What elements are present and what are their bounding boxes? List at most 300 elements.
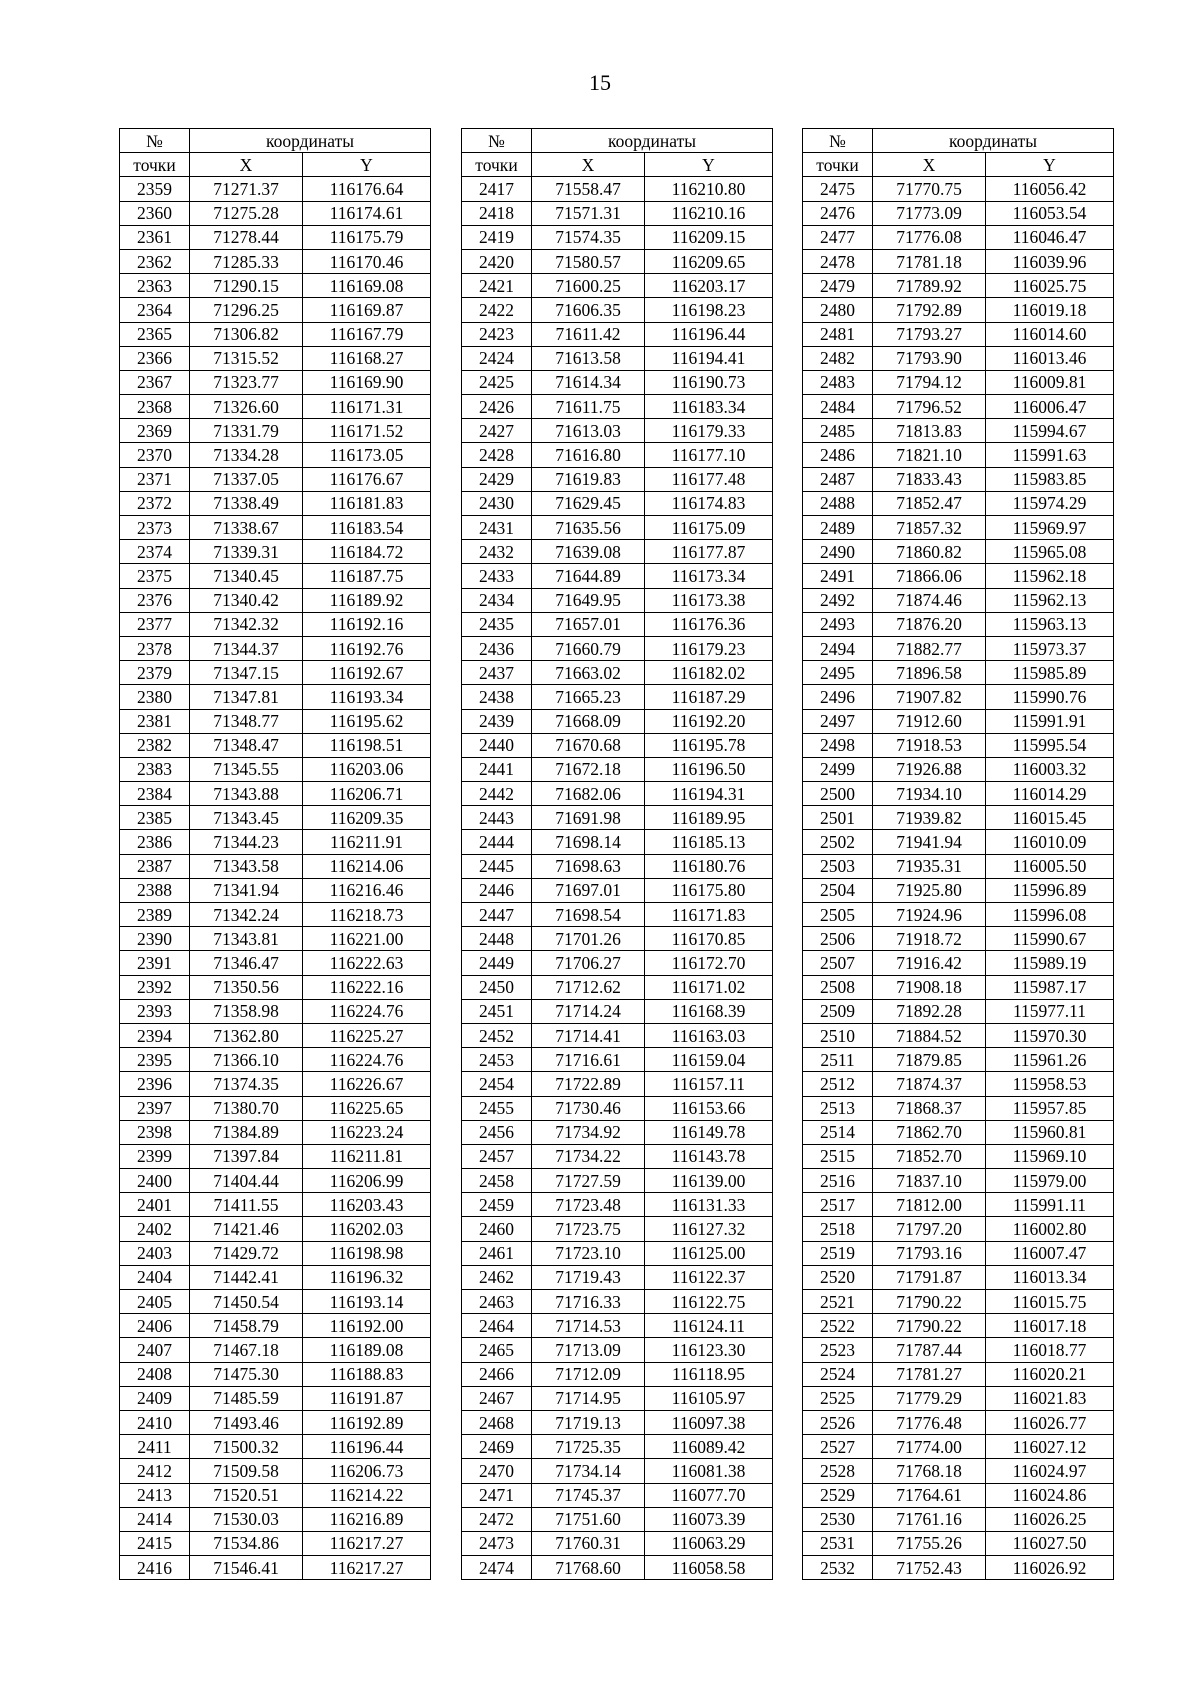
point-number-cell: 2381 xyxy=(120,709,190,733)
table-row xyxy=(462,322,773,346)
point-number-cell: 2484 xyxy=(803,395,873,419)
table-row xyxy=(803,1507,1114,1531)
y-coordinate-cell: 116214.06 xyxy=(303,854,431,878)
x-coordinate-cell: 71796.52 xyxy=(873,395,986,419)
table-row xyxy=(462,685,773,709)
table-row xyxy=(803,298,1114,322)
x-coordinate-cell: 71341.94 xyxy=(190,878,303,902)
point-number-cell: 2531 xyxy=(803,1531,873,1555)
table-header-row xyxy=(462,129,773,153)
x-coordinate-cell: 71342.32 xyxy=(190,612,303,636)
table-row xyxy=(462,1144,773,1168)
y-coordinate-cell: 116216.46 xyxy=(303,878,431,902)
point-number-cell: 2412 xyxy=(120,1459,190,1483)
table-row xyxy=(120,1217,431,1241)
x-coordinate-cell: 71343.81 xyxy=(190,927,303,951)
y-coordinate-cell: 116097.38 xyxy=(645,1410,773,1434)
point-number-cell: 2445 xyxy=(462,854,532,878)
y-coordinate-cell: 116216.89 xyxy=(303,1507,431,1531)
point-number-cell: 2491 xyxy=(803,564,873,588)
y-coordinate-cell: 116191.87 xyxy=(303,1386,431,1410)
table-row xyxy=(803,1096,1114,1120)
table-row xyxy=(462,951,773,975)
table-row xyxy=(120,782,431,806)
x-coordinate-cell: 71908.18 xyxy=(873,975,986,999)
y-coordinate-cell: 116007.47 xyxy=(986,1241,1114,1265)
point-number-cell: 2514 xyxy=(803,1120,873,1144)
table-row xyxy=(120,1241,431,1265)
point-number-cell: 2405 xyxy=(120,1290,190,1314)
point-number-cell: 2444 xyxy=(462,830,532,854)
y-coordinate-cell: 116173.34 xyxy=(645,564,773,588)
point-number-cell: 2457 xyxy=(462,1144,532,1168)
point-number-cell: 2383 xyxy=(120,757,190,781)
table-row xyxy=(803,1435,1114,1459)
y-coordinate-cell: 115973.37 xyxy=(986,636,1114,660)
point-number-cell: 2361 xyxy=(120,225,190,249)
table-row xyxy=(120,685,431,709)
x-coordinate-cell: 71362.80 xyxy=(190,1023,303,1047)
point-number-cell: 2369 xyxy=(120,419,190,443)
x-coordinate-cell: 71343.58 xyxy=(190,854,303,878)
y-coordinate-cell: 115987.17 xyxy=(986,975,1114,999)
x-coordinate-cell: 71306.82 xyxy=(190,322,303,346)
x-coordinate-cell: 71821.10 xyxy=(873,443,986,467)
y-coordinate-cell: 115974.29 xyxy=(986,491,1114,515)
point-number-cell: 2420 xyxy=(462,249,532,273)
x-coordinate-cell: 71326.60 xyxy=(190,395,303,419)
y-coordinate-cell: 116214.22 xyxy=(303,1483,431,1507)
point-number-cell: 2485 xyxy=(803,419,873,443)
x-coordinate-cell: 71876.20 xyxy=(873,612,986,636)
y-coordinate-cell: 116124.11 xyxy=(645,1314,773,1338)
table-row xyxy=(462,516,773,540)
y-coordinate-cell: 116209.15 xyxy=(645,225,773,249)
table-row xyxy=(462,854,773,878)
table-row xyxy=(120,636,431,660)
point-number-cell: 2486 xyxy=(803,443,873,467)
table-row xyxy=(462,1314,773,1338)
x-coordinate-cell: 71649.95 xyxy=(532,588,645,612)
table-row xyxy=(462,1120,773,1144)
x-coordinate-cell: 71450.54 xyxy=(190,1290,303,1314)
point-number-cell: 2504 xyxy=(803,878,873,902)
point-number-cell: 2426 xyxy=(462,395,532,419)
table-row xyxy=(120,443,431,467)
y-coordinate-cell: 116225.65 xyxy=(303,1096,431,1120)
table-row xyxy=(120,201,431,225)
table-row xyxy=(120,999,431,1023)
y-coordinate-cell: 116024.97 xyxy=(986,1459,1114,1483)
x-coordinate-cell: 71781.27 xyxy=(873,1362,986,1386)
table-row xyxy=(462,1459,773,1483)
point-label-header: точки xyxy=(120,153,190,177)
x-coordinate-cell: 71534.86 xyxy=(190,1531,303,1555)
x-coordinate-cell: 71793.90 xyxy=(873,346,986,370)
x-coordinate-cell: 71663.02 xyxy=(532,661,645,685)
x-coordinate-cell: 71613.58 xyxy=(532,346,645,370)
table-row xyxy=(120,1410,431,1434)
table-row xyxy=(462,782,773,806)
point-number-cell: 2418 xyxy=(462,201,532,225)
point-number-cell: 2494 xyxy=(803,636,873,660)
table-row xyxy=(120,1362,431,1386)
x-coordinate-cell: 71774.00 xyxy=(873,1435,986,1459)
point-number-cell: 2419 xyxy=(462,225,532,249)
table-row xyxy=(462,709,773,733)
table-row xyxy=(462,1023,773,1047)
y-coordinate-cell: 116177.48 xyxy=(645,467,773,491)
y-coordinate-cell: 116026.25 xyxy=(986,1507,1114,1531)
y-coordinate-cell: 116010.09 xyxy=(986,830,1114,854)
y-coordinate-cell: 115965.08 xyxy=(986,540,1114,564)
x-coordinate-cell: 71713.09 xyxy=(532,1338,645,1362)
y-coordinate-cell: 116177.87 xyxy=(645,540,773,564)
x-coordinate-cell: 71331.79 xyxy=(190,419,303,443)
x-coordinate-cell: 71860.82 xyxy=(873,540,986,564)
table-row xyxy=(803,177,1114,201)
y-coordinate-cell: 116081.38 xyxy=(645,1459,773,1483)
table-row xyxy=(803,1338,1114,1362)
y-coordinate-cell: 116222.16 xyxy=(303,975,431,999)
x-coordinate-cell: 71790.22 xyxy=(873,1314,986,1338)
table-row xyxy=(462,467,773,491)
x-coordinate-cell: 71347.81 xyxy=(190,685,303,709)
table-row xyxy=(803,1314,1114,1338)
table-row xyxy=(120,1556,431,1580)
x-coordinate-cell: 71925.80 xyxy=(873,878,986,902)
x-coordinate-cell: 71691.98 xyxy=(532,806,645,830)
point-number-cell: 2365 xyxy=(120,322,190,346)
x-coordinate-cell: 71776.48 xyxy=(873,1410,986,1434)
table-row xyxy=(120,1023,431,1047)
y-coordinate-cell: 116192.89 xyxy=(303,1410,431,1434)
table-row xyxy=(803,370,1114,394)
coordinate-table xyxy=(461,128,773,1580)
point-number-cell: 2511 xyxy=(803,1048,873,1072)
table-row xyxy=(803,661,1114,685)
point-number-cell: 2362 xyxy=(120,249,190,273)
x-coordinate-cell: 71926.88 xyxy=(873,757,986,781)
point-number-cell: 2483 xyxy=(803,370,873,394)
y-coordinate-cell: 116196.50 xyxy=(645,757,773,781)
y-coordinate-cell: 116013.34 xyxy=(986,1265,1114,1289)
y-coordinate-cell: 116193.14 xyxy=(303,1290,431,1314)
point-number-cell: 2509 xyxy=(803,999,873,1023)
table-row xyxy=(803,709,1114,733)
table-subheader-row xyxy=(803,153,1114,177)
point-number-cell: 2528 xyxy=(803,1459,873,1483)
point-number-cell: 2506 xyxy=(803,927,873,951)
table-row xyxy=(120,854,431,878)
point-number-cell: 2469 xyxy=(462,1435,532,1459)
table-row xyxy=(462,612,773,636)
table-row xyxy=(120,346,431,370)
x-coordinate-cell: 71862.70 xyxy=(873,1120,986,1144)
table-row xyxy=(120,1169,431,1193)
table-row xyxy=(120,1338,431,1362)
table-row xyxy=(462,1362,773,1386)
y-coordinate-cell: 116226.67 xyxy=(303,1072,431,1096)
table-row xyxy=(462,733,773,757)
x-coordinate-cell: 71611.75 xyxy=(532,395,645,419)
point-number-cell: 2479 xyxy=(803,274,873,298)
table-row xyxy=(803,1290,1114,1314)
x-coordinate-cell: 71467.18 xyxy=(190,1338,303,1362)
table-row xyxy=(462,177,773,201)
y-coordinate-cell: 116167.79 xyxy=(303,322,431,346)
x-coordinate-cell: 71874.37 xyxy=(873,1072,986,1096)
point-number-cell: 2452 xyxy=(462,1023,532,1047)
point-number-cell: 2499 xyxy=(803,757,873,781)
x-coordinate-cell: 71458.79 xyxy=(190,1314,303,1338)
x-coordinate-cell: 71404.44 xyxy=(190,1169,303,1193)
point-number-cell: 2470 xyxy=(462,1459,532,1483)
y-coordinate-cell: 116181.83 xyxy=(303,491,431,515)
x-coordinate-cell: 71574.35 xyxy=(532,225,645,249)
point-number-cell: 2428 xyxy=(462,443,532,467)
y-coordinate-cell: 116198.51 xyxy=(303,733,431,757)
point-number-cell: 2408 xyxy=(120,1362,190,1386)
y-coordinate-cell: 116203.43 xyxy=(303,1193,431,1217)
point-number-cell: 2490 xyxy=(803,540,873,564)
y-coordinate-cell: 116073.39 xyxy=(645,1507,773,1531)
point-number-cell: 2370 xyxy=(120,443,190,467)
x-coordinate-cell: 71342.24 xyxy=(190,903,303,927)
point-number-cell: 2461 xyxy=(462,1241,532,1265)
x-coordinate-cell: 71616.80 xyxy=(532,443,645,467)
x-coordinate-cell: 71374.35 xyxy=(190,1072,303,1096)
x-coordinate-cell: 71924.96 xyxy=(873,903,986,927)
y-coordinate-cell: 116173.05 xyxy=(303,443,431,467)
table-row xyxy=(803,1120,1114,1144)
point-number-cell: 2439 xyxy=(462,709,532,733)
point-number-cell: 2448 xyxy=(462,927,532,951)
point-number-cell: 2498 xyxy=(803,733,873,757)
x-coordinate-cell: 71781.18 xyxy=(873,249,986,273)
point-number-cell: 2458 xyxy=(462,1169,532,1193)
x-column-header: X xyxy=(190,153,303,177)
table-row xyxy=(120,491,431,515)
y-coordinate-cell: 116203.17 xyxy=(645,274,773,298)
table-row xyxy=(462,1193,773,1217)
y-coordinate-cell: 115977.11 xyxy=(986,999,1114,1023)
table-row xyxy=(120,1435,431,1459)
y-coordinate-cell: 116171.31 xyxy=(303,395,431,419)
x-coordinate-cell: 71892.28 xyxy=(873,999,986,1023)
point-number-cell: 2529 xyxy=(803,1483,873,1507)
table-row xyxy=(462,564,773,588)
x-coordinate-cell: 71619.83 xyxy=(532,467,645,491)
table-row xyxy=(803,540,1114,564)
x-coordinate-cell: 71792.89 xyxy=(873,298,986,322)
y-coordinate-cell: 115970.30 xyxy=(986,1023,1114,1047)
y-coordinate-cell: 116171.83 xyxy=(645,903,773,927)
y-coordinate-cell: 116196.44 xyxy=(303,1435,431,1459)
point-number-cell: 2467 xyxy=(462,1386,532,1410)
x-coordinate-cell: 71723.10 xyxy=(532,1241,645,1265)
x-coordinate-cell: 71639.08 xyxy=(532,540,645,564)
point-number-cell: 2430 xyxy=(462,491,532,515)
coordinate-table xyxy=(119,128,431,1580)
y-coordinate-cell: 116188.83 xyxy=(303,1362,431,1386)
table-row xyxy=(462,249,773,273)
x-coordinate-cell: 71397.84 xyxy=(190,1144,303,1168)
y-coordinate-cell: 116222.63 xyxy=(303,951,431,975)
x-coordinate-cell: 71660.79 xyxy=(532,636,645,660)
point-number-cell: 2425 xyxy=(462,370,532,394)
y-coordinate-cell: 116206.99 xyxy=(303,1169,431,1193)
table-row xyxy=(462,274,773,298)
point-number-header: № xyxy=(803,129,873,153)
y-coordinate-cell: 116027.12 xyxy=(986,1435,1114,1459)
y-coordinate-cell: 116180.76 xyxy=(645,854,773,878)
x-coordinate-cell: 71761.16 xyxy=(873,1507,986,1531)
point-number-cell: 2432 xyxy=(462,540,532,564)
table-row xyxy=(803,951,1114,975)
x-coordinate-cell: 71343.88 xyxy=(190,782,303,806)
x-coordinate-cell: 71315.52 xyxy=(190,346,303,370)
y-coordinate-cell: 116183.34 xyxy=(645,395,773,419)
x-coordinate-cell: 71934.10 xyxy=(873,782,986,806)
coordinate-tables xyxy=(119,128,1113,1588)
point-number-cell: 2396 xyxy=(120,1072,190,1096)
y-coordinate-cell: 116017.18 xyxy=(986,1314,1114,1338)
x-coordinate-cell: 71789.92 xyxy=(873,274,986,298)
x-coordinate-cell: 71730.46 xyxy=(532,1096,645,1120)
x-coordinate-cell: 71493.46 xyxy=(190,1410,303,1434)
table-row xyxy=(803,395,1114,419)
point-number-cell: 2393 xyxy=(120,999,190,1023)
table-row xyxy=(462,298,773,322)
y-coordinate-cell: 116192.00 xyxy=(303,1314,431,1338)
x-coordinate-cell: 71346.47 xyxy=(190,951,303,975)
point-number-cell: 2359 xyxy=(120,177,190,201)
x-coordinate-cell: 71791.87 xyxy=(873,1265,986,1289)
point-number-cell: 2487 xyxy=(803,467,873,491)
table-row xyxy=(803,830,1114,854)
x-coordinate-cell: 71644.89 xyxy=(532,564,645,588)
point-number-cell: 2522 xyxy=(803,1314,873,1338)
table-row xyxy=(803,346,1114,370)
y-coordinate-cell: 115963.13 xyxy=(986,612,1114,636)
y-coordinate-cell: 116027.50 xyxy=(986,1531,1114,1555)
point-number-cell: 2480 xyxy=(803,298,873,322)
coordinates-header: координаты xyxy=(190,129,431,153)
point-label-header: точки xyxy=(803,153,873,177)
table-row xyxy=(462,878,773,902)
table-row xyxy=(120,1265,431,1289)
point-number-cell: 2526 xyxy=(803,1410,873,1434)
table-row xyxy=(120,975,431,999)
table-row xyxy=(803,249,1114,273)
point-number-cell: 2441 xyxy=(462,757,532,781)
y-coordinate-cell: 116195.62 xyxy=(303,709,431,733)
table-row xyxy=(462,999,773,1023)
table-row xyxy=(120,1507,431,1531)
table-row xyxy=(120,370,431,394)
y-coordinate-cell: 116014.60 xyxy=(986,322,1114,346)
y-coordinate-cell: 116209.65 xyxy=(645,249,773,273)
point-number-cell: 2462 xyxy=(462,1265,532,1289)
table-row xyxy=(120,806,431,830)
x-coordinate-cell: 71797.20 xyxy=(873,1217,986,1241)
x-coordinate-cell: 71712.62 xyxy=(532,975,645,999)
point-number-cell: 2400 xyxy=(120,1169,190,1193)
x-coordinate-cell: 71884.52 xyxy=(873,1023,986,1047)
x-coordinate-cell: 71939.82 xyxy=(873,806,986,830)
x-coordinate-cell: 71275.28 xyxy=(190,201,303,225)
table-row xyxy=(120,951,431,975)
point-number-cell: 2414 xyxy=(120,1507,190,1531)
x-coordinate-cell: 71794.12 xyxy=(873,370,986,394)
table-row xyxy=(803,612,1114,636)
table-row xyxy=(462,201,773,225)
point-number-cell: 2398 xyxy=(120,1120,190,1144)
x-coordinate-cell: 71411.55 xyxy=(190,1193,303,1217)
point-number-cell: 2375 xyxy=(120,564,190,588)
table-row xyxy=(120,1144,431,1168)
y-coordinate-cell: 116206.73 xyxy=(303,1459,431,1483)
y-coordinate-cell: 116192.67 xyxy=(303,661,431,685)
y-coordinate-cell: 116025.75 xyxy=(986,274,1114,298)
point-number-cell: 2395 xyxy=(120,1048,190,1072)
point-number-cell: 2464 xyxy=(462,1314,532,1338)
table-row xyxy=(803,1169,1114,1193)
table-row xyxy=(803,588,1114,612)
point-number-cell: 2416 xyxy=(120,1556,190,1580)
x-coordinate-cell: 71723.75 xyxy=(532,1217,645,1241)
point-number-cell: 2450 xyxy=(462,975,532,999)
point-number-cell: 2482 xyxy=(803,346,873,370)
y-coordinate-cell: 116169.08 xyxy=(303,274,431,298)
table-row xyxy=(120,1459,431,1483)
point-number-cell: 2459 xyxy=(462,1193,532,1217)
y-coordinate-cell: 115995.54 xyxy=(986,733,1114,757)
y-coordinate-cell: 116209.35 xyxy=(303,806,431,830)
y-coordinate-cell: 116139.00 xyxy=(645,1169,773,1193)
point-number-cell: 2463 xyxy=(462,1290,532,1314)
y-coordinate-cell: 115996.89 xyxy=(986,878,1114,902)
point-number-cell: 2454 xyxy=(462,1072,532,1096)
table-row xyxy=(462,395,773,419)
point-number-cell: 2465 xyxy=(462,1338,532,1362)
y-coordinate-cell: 116018.77 xyxy=(986,1338,1114,1362)
x-coordinate-cell: 71712.09 xyxy=(532,1362,645,1386)
x-coordinate-cell: 71752.43 xyxy=(873,1556,986,1580)
x-coordinate-cell: 71935.31 xyxy=(873,854,986,878)
point-number-cell: 2388 xyxy=(120,878,190,902)
table-row xyxy=(803,1362,1114,1386)
y-coordinate-cell: 116015.75 xyxy=(986,1290,1114,1314)
y-coordinate-cell: 116058.58 xyxy=(645,1556,773,1580)
x-coordinate-cell: 71509.58 xyxy=(190,1459,303,1483)
y-coordinate-cell: 116217.27 xyxy=(303,1531,431,1555)
table-row xyxy=(462,1290,773,1314)
y-coordinate-cell: 116170.85 xyxy=(645,927,773,951)
x-coordinate-cell: 71773.09 xyxy=(873,201,986,225)
y-coordinate-cell: 116089.42 xyxy=(645,1435,773,1459)
table-row xyxy=(803,516,1114,540)
table-row xyxy=(462,903,773,927)
x-coordinate-cell: 71278.44 xyxy=(190,225,303,249)
table-row xyxy=(462,757,773,781)
table-row xyxy=(803,636,1114,660)
y-coordinate-cell: 116203.06 xyxy=(303,757,431,781)
table-row xyxy=(120,249,431,273)
table-row xyxy=(462,1241,773,1265)
table-row xyxy=(120,1072,431,1096)
